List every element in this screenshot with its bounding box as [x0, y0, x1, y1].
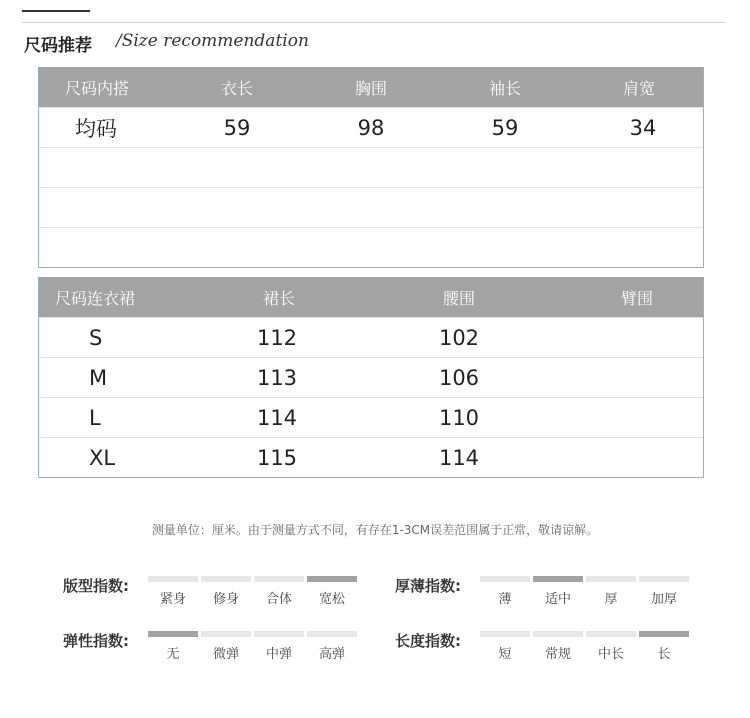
table-header [39, 67, 703, 107]
scale-segment [148, 576, 198, 582]
table-cell: XL [89, 445, 116, 470]
scale-option-label: 紧身 [159, 592, 186, 607]
scale-option-label: 中长 [597, 647, 624, 662]
scale-option-label: 厚 [604, 592, 618, 607]
scale-segment [307, 631, 357, 637]
scale-segment-selected [639, 631, 689, 637]
section-title-cn: 尺码推荐 [24, 36, 92, 56]
dress-size-table [38, 277, 704, 478]
scale-option-label: 薄 [498, 592, 512, 607]
scale-segment [480, 631, 530, 637]
scale-segment [586, 631, 636, 637]
scale-segment [254, 631, 304, 637]
table-row [39, 227, 703, 267]
table-cell: 98 [357, 115, 385, 140]
table-cell: 59 [491, 115, 519, 140]
scale-option-label: 微弹 [212, 647, 239, 662]
scale-option-label: 宽松 [318, 592, 345, 607]
header-cell: 尺码内搭 [65, 78, 130, 98]
scale-option-label: 合体 [265, 592, 292, 607]
table-cell: 112 [256, 325, 298, 350]
table-row [39, 397, 703, 437]
table-header [39, 277, 703, 317]
table-cell: S [89, 325, 103, 350]
table-cell: 102 [438, 325, 480, 350]
table-cell: 114 [438, 445, 480, 470]
table-cell: 34 [629, 115, 657, 140]
scale-segment-selected [307, 576, 357, 582]
scale-option-label: 短 [498, 647, 512, 662]
fit-index-label: 版型指数: [63, 577, 129, 595]
header-cell: 肩宽 [622, 78, 655, 98]
scale-segment [201, 631, 251, 637]
table-row [39, 317, 703, 357]
measurement-note: 测量单位：厘米。由于测量方式不同，有存在1-3CM误差范围属于正常，敬请谅解。 [151, 523, 599, 537]
table-cell: 106 [438, 365, 480, 390]
scale-segment [201, 576, 251, 582]
table-cell: 114 [256, 405, 298, 430]
table-cell: 均码 [75, 116, 117, 141]
top-divider [22, 22, 725, 23]
scale-segment [586, 576, 636, 582]
scale-segment [480, 576, 530, 582]
header-cell: 袖长 [488, 78, 521, 98]
table-cell: M [89, 365, 108, 390]
scale-segment [254, 576, 304, 582]
scale-option-label: 修身 [212, 592, 239, 607]
header-cell: 裙长 [262, 288, 295, 308]
elasticity-index-label: 弹性指数: [63, 632, 129, 650]
scale-option-label: 常规 [544, 647, 571, 662]
header-cell: 尺码连衣裙 [55, 288, 136, 308]
header-cell: 臂围 [620, 288, 653, 308]
thickness-index-label: 厚薄指数: [395, 577, 461, 595]
scale-option-label: 适中 [544, 592, 571, 607]
table-row [39, 147, 703, 187]
table-cell: 110 [438, 405, 480, 430]
header-cell: 腰围 [442, 288, 475, 308]
scale-option-label: 无 [166, 647, 180, 662]
scale-option-label: 中弹 [265, 647, 292, 662]
table-row [39, 357, 703, 397]
table-row [39, 187, 703, 227]
table-cell: L [89, 405, 101, 430]
table-cell: 59 [223, 115, 251, 140]
scale-option-label: 加厚 [650, 592, 677, 607]
length-index-label: 长度指数: [395, 632, 461, 650]
section-title-en: /Size recommendation [116, 31, 309, 51]
scale-segment [533, 631, 583, 637]
header-cell: 胸围 [354, 78, 387, 98]
header-cell: 衣长 [220, 78, 253, 98]
table-cell: 113 [256, 365, 298, 390]
table-cell: 115 [256, 445, 298, 470]
scale-segment-selected [533, 576, 583, 582]
scale-segment-selected [148, 631, 198, 637]
scale-segment [639, 576, 689, 582]
scale-option-label: 高弹 [318, 647, 345, 662]
table-row [39, 437, 703, 477]
top-size-table [38, 67, 704, 268]
top-accent-rule [22, 10, 90, 12]
table-row [39, 107, 703, 147]
scale-option-label: 长 [657, 647, 671, 662]
